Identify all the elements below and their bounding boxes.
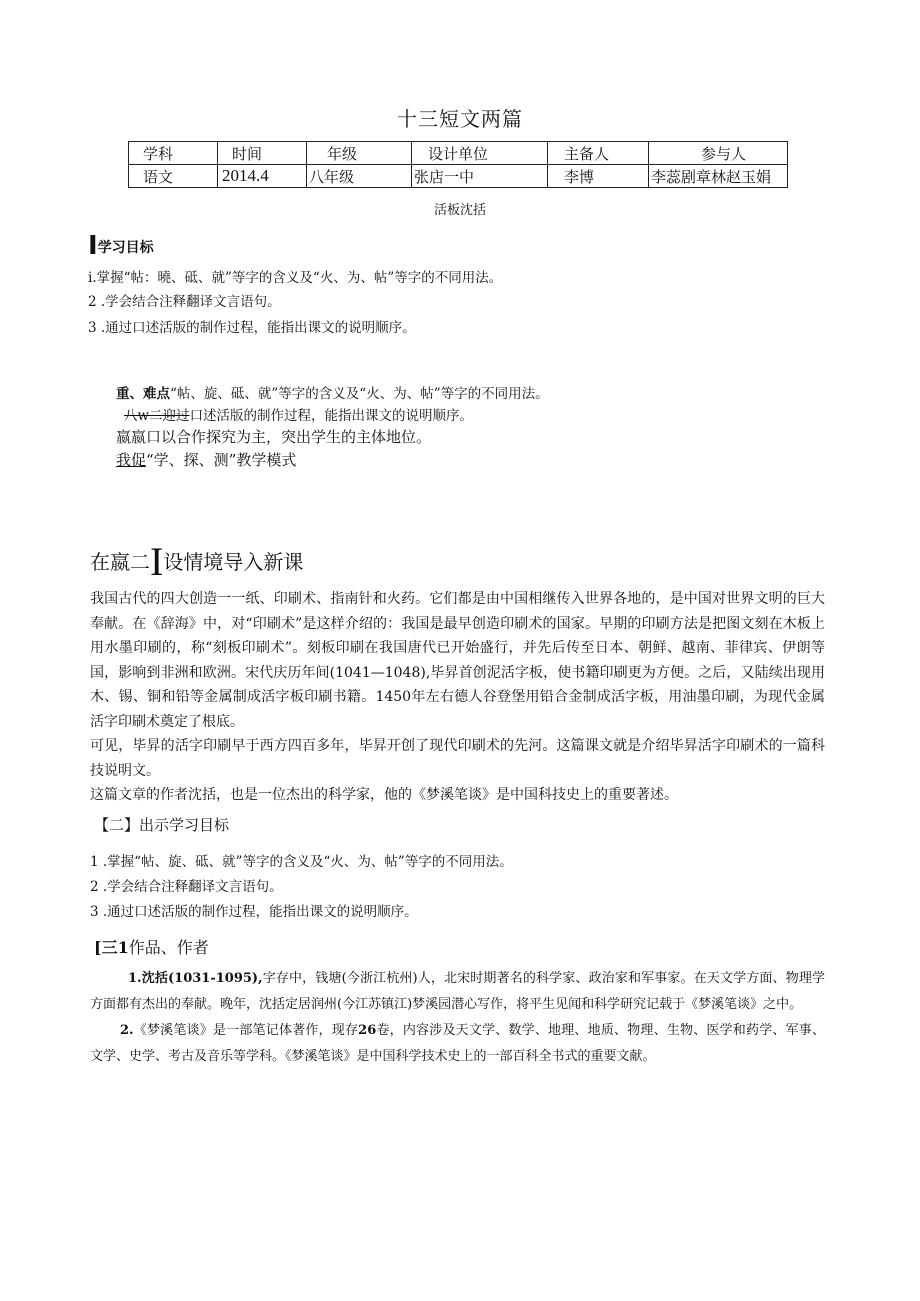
table-cell: 设计单位 (412, 142, 548, 165)
section2-prefix: 在嬴二 (90, 550, 150, 574)
goals-heading (88, 231, 154, 261)
method-text: 口述活版的制作过程，能指出课文的说明顺序。 (189, 408, 474, 424)
underlined-text: 我促 (116, 451, 147, 469)
page-title: 十三短文两篇 (397, 107, 523, 131)
table-cell: 2014.4 (218, 165, 307, 188)
table-header-row (129, 142, 788, 165)
section2-title: 设情境导入新课 (163, 550, 304, 574)
goal-item: 2 .学会结合注释翻译文言语句。 (90, 879, 283, 895)
table-cell: 年级 (307, 142, 412, 165)
table-cell: 参与人 (649, 142, 788, 165)
key-points-line (116, 382, 549, 402)
section-marker: I (150, 539, 164, 584)
goal-item: i.掌握“帖：曉、砥、就”等字的含义及“火、为、帖”等字的不同用法。 (88, 270, 503, 286)
item-number: 2. (120, 1023, 134, 1038)
goals-heading-text: 学习目标 (97, 240, 154, 256)
method-line (124, 404, 473, 424)
paragraph: 可见，毕昇的活字印刷早于西方四百多年，毕昇开创了现代印刷术的先河。这篇课文就是介绍毕昇活字印刷术的一篇科技说明文。 (90, 738, 825, 779)
paragraph (90, 966, 825, 1018)
paragraph (90, 1018, 825, 1070)
table-cell: 张店一中 (412, 165, 548, 188)
approach-line: 嬴嬴口以合作探究为主，突出学生的主体地位。 (116, 428, 432, 446)
table-cell: 主备人 (548, 142, 649, 165)
table-cell: 李博 (548, 165, 649, 188)
table-cell: 李蕊剧章林赵玉娟 (649, 165, 788, 188)
key-points-label: 重、难点 (116, 386, 170, 402)
goal-item: 1 .掌握“帖、旋、砥、就”等字的含义及“火、为、帖”等字的不同用法。 (90, 854, 513, 870)
subtitle: 活板沈括 (433, 203, 486, 218)
section2-heading (90, 538, 303, 585)
item-text: 《梦溪笔谈》是一部笔记体著作，现存 (133, 1023, 359, 1038)
key-points-text: “帖、旋、砥、就”等字的含义及“火、为、帖”等字的不同用法。 (170, 386, 549, 402)
item-text: 卷，内容涉及天文学、数学、地理、地质、物理、生物、医学和药学、军事、文学、史学、考古及音乐等学科。《梦溪笔谈》是中国科学技术史上的一部百科全书式的重要文献。 (90, 1023, 825, 1064)
author-text (90, 966, 825, 1070)
item-number: 1.沈括(1031-1095), (128, 971, 263, 986)
section4-title: 作品、作者 (128, 938, 209, 957)
section-marker: I (88, 231, 98, 261)
table-row (129, 165, 788, 188)
section3-heading: 【二】出示学习目标 (94, 816, 230, 834)
intro-text (90, 587, 825, 808)
section4-heading (94, 935, 209, 958)
table-cell: 八年级 (307, 165, 412, 188)
goal-item: 2 .学会结合注释翻译文言语句。 (88, 294, 281, 310)
table-cell: 语文 (129, 165, 218, 188)
goal-item: 3 .通过口述活版的制作过程，能指出课文的说明顺序。 (88, 320, 416, 336)
section4-marker: [三1 (94, 938, 129, 957)
goal-item: 3 .通过口述活版的制作过程，能指出课文的说明顺序。 (90, 904, 418, 920)
volume-count: 26 (358, 1023, 377, 1038)
mode-line (116, 449, 296, 470)
struck-text: 八w二迎过 (124, 408, 190, 424)
paragraph: 这篇文章的作者沈括，也是一位杰出的科学家，他的《梦溪笔谈》是中国科技史上的重要著述。 (90, 787, 678, 803)
info-table (128, 141, 788, 188)
mode-text: “学、探、测”教学模式 (146, 451, 297, 469)
table-cell: 时间 (218, 142, 307, 165)
table-cell: 学科 (129, 142, 218, 165)
item-text: 字存中，钱塘(今浙江杭州)人，北宋时期著名的科学家、政治家和军事家。在天文学方面、物理学方面都有杰出的奉献。晚年，沈括定居润州(今江苏镇江)梦溪园潜心写作，将平生见闻和科学研究记载于《梦溪笔谈》之中。 (90, 971, 825, 1012)
paragraph: 我国古代的四大创造一一纸、印刷术、指南针和火药。它们都是由中国相继传入世界各地的，是中国对世界文明的巨大奉献。在《辞海》中，对“印刷术”是这样介绍的：我国是最早创造印刷术的国家。早期的印刷方法是把图文刻在木板上用水墨印刷的，称“刻板印刷术”。刻板印刷在我国唐代已开始盛行，并先后传至日本、朝鲜、越南、菲律宾、伊朗等国，影响到非洲和欧洲。宋代庆历年间(1041—1048),毕昇首创泥活字板，使书籍印刷更为方便。之后，又陆续出现用木、锡、铜和铅等金属制成活字板印刷书籍。1450年左右德人谷登堡用铅合金制成活字板，用油墨印刷，为现代金属活字印刷术奠定了根底。 (90, 591, 825, 730)
